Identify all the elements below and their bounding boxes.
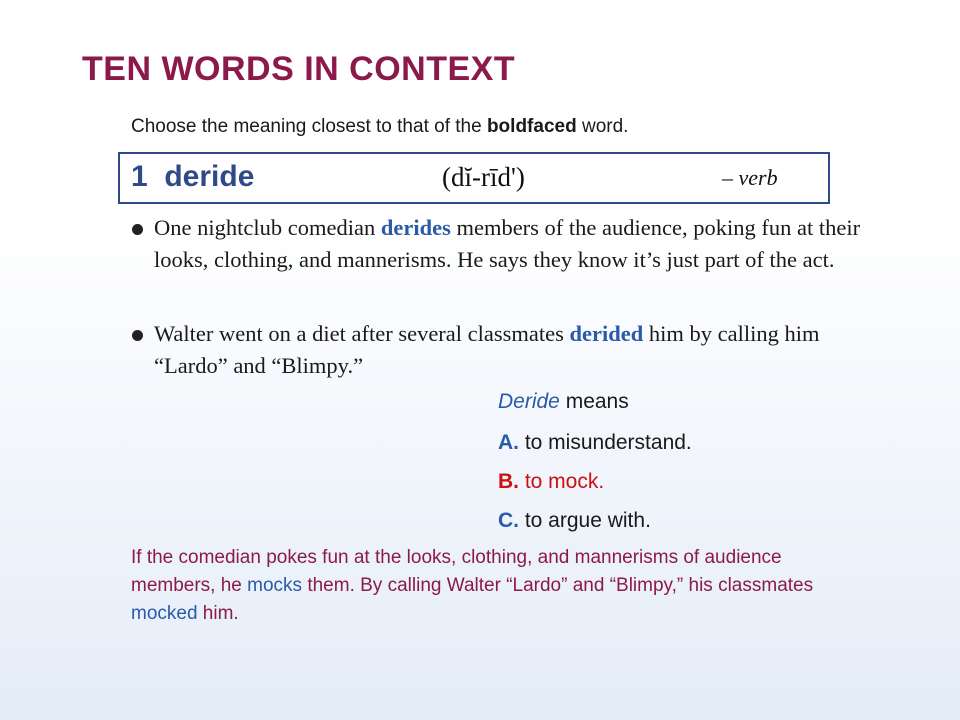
instruction-before: Choose the meaning closest to that of the <box>131 116 487 137</box>
question-prompt <box>498 390 629 414</box>
answer-choice-c[interactable] <box>498 509 651 533</box>
example-keyword: derided <box>569 321 644 346</box>
word-entry-box <box>118 152 830 204</box>
question-word: Deride <box>498 390 560 413</box>
instruction-text <box>131 116 628 138</box>
explanation-text <box>131 544 851 628</box>
explanation-part: If the comedian pokes fun at the looks, clothing, and mannerisms of audience members, he <box>131 547 782 596</box>
choice-text: to misunderstand. <box>519 431 692 454</box>
part-of-speech: – verb <box>722 165 778 190</box>
example-text-after: members of the audience, poking fun at their looks, clothing, and mannerisms. He says they know it’s just part of the act. <box>154 215 861 272</box>
page-title: TEN WORDS IN CONTEXT <box>82 50 516 88</box>
answer-choice-a[interactable] <box>498 431 692 455</box>
instruction-bold: boldfaced <box>486 116 577 137</box>
explanation-part: them. By calling Walter “Lardo” and “Blimpy,” his classmates <box>302 575 814 596</box>
example-sentence <box>154 318 864 382</box>
choice-letter: B. <box>498 470 519 493</box>
word-heading <box>131 160 254 194</box>
choice-text: to argue with. <box>519 509 651 532</box>
bullet-icon <box>132 224 143 235</box>
example-text-before: Walter went on a diet after several classmates <box>154 321 570 346</box>
example-text-after: him by calling him “Lardo” and “Blimpy.” <box>154 321 820 378</box>
explanation-keyword: mocks <box>247 575 303 596</box>
choice-letter: A. <box>498 431 519 454</box>
explanation-keyword: mocked <box>131 603 198 624</box>
bullet-icon <box>132 330 143 341</box>
example-sentence <box>154 212 864 276</box>
choice-letter: C. <box>498 509 519 532</box>
answer-choice-b[interactable] <box>498 470 604 494</box>
word-number: 1 <box>131 160 148 193</box>
pronunciation: (dĭ-rīd') <box>442 162 525 192</box>
word-text: deride <box>164 160 255 193</box>
example-keyword: derides <box>380 215 451 240</box>
example-text-before: One nightclub comedian <box>154 215 381 240</box>
choice-text: to mock. <box>519 470 605 493</box>
question-suffix: means <box>559 390 629 413</box>
instruction-after: word. <box>576 116 629 137</box>
explanation-part: him. <box>197 603 239 624</box>
